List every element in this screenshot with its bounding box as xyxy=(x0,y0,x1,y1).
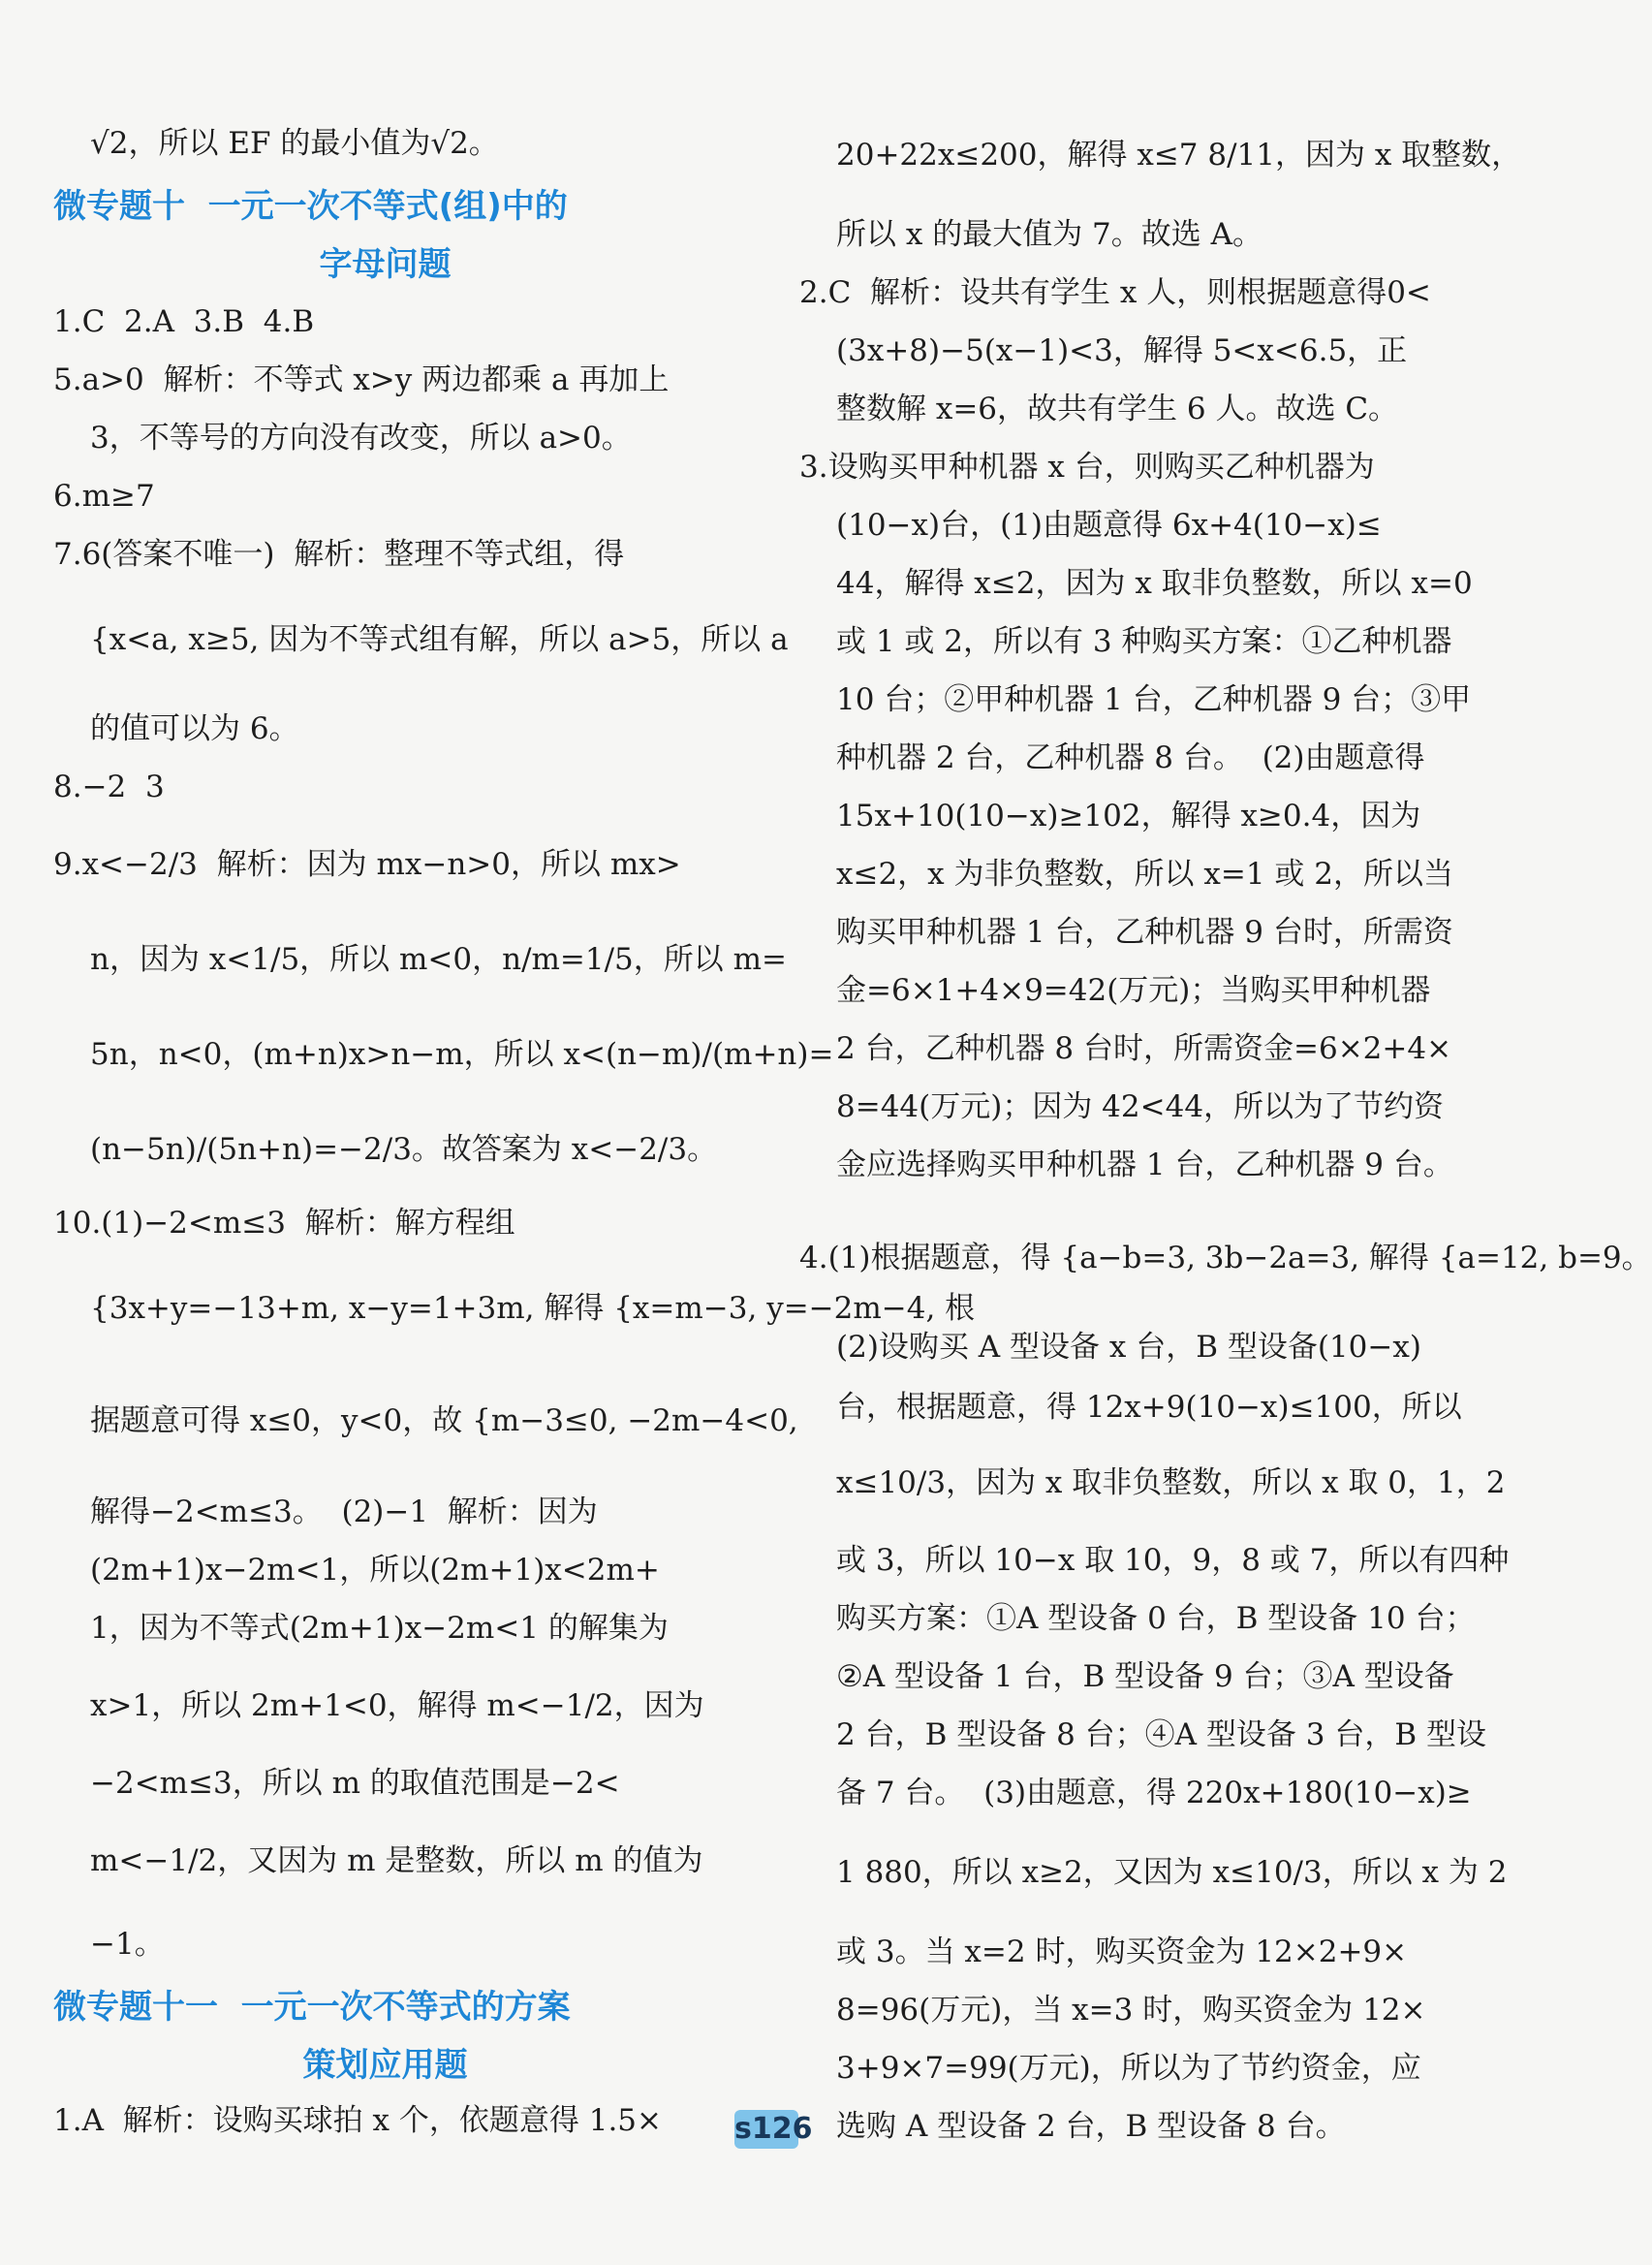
text-line: n，因为 x<1/5，所以 m<0，n/m=1/5，所以 m= xyxy=(90,942,788,977)
text-line: {x<a, x≥5, 因为不等式组有解，所以 a>5，所以 a xyxy=(90,622,789,657)
text-line: 金应选择购买甲种机器 1 台，乙种机器 9 台。 xyxy=(836,1148,1453,1182)
text-line: −1。 xyxy=(90,1927,165,1962)
text-line: 8.−2 3 xyxy=(53,770,165,804)
text-line: x>1，所以 2m+1<0，解得 m<−1/2，因为 xyxy=(90,1688,704,1723)
text-line: ②A 型设备 1 台，B 型设备 9 台；③A 型设备 xyxy=(836,1659,1454,1694)
text-line: 5.a>0 解析：不等式 x>y 两边都乘 a 再加上 xyxy=(53,362,670,397)
section-heading: 微专题十 一元一次不等式(组)中的 xyxy=(53,187,568,226)
text-line: 5n，n<0，(m+n)x>n−m，所以 x<(n−m)/(m+n)= xyxy=(90,1037,834,1072)
text-line: 44，解得 x≤2，因为 x 取非负整数，所以 x=0 xyxy=(836,566,1473,601)
text-line: 选购 A 型设备 2 台，B 型设备 8 台。 xyxy=(836,2109,1346,2144)
page-number: s126 xyxy=(734,2110,798,2149)
text-line: 2 台，B 型设备 8 台；④A 型设备 3 台，B 型设 xyxy=(836,1717,1486,1752)
text-line: 20+22x≤200，解得 x≤7 8/11，因为 x 取整数， xyxy=(836,138,1522,173)
text-line: 或 3，所以 10−x 取 10，9，8 或 7，所以有四种 xyxy=(836,1543,1510,1578)
text-line: (2m+1)x−2m<1，所以(2m+1)x<2m+ xyxy=(90,1553,660,1588)
text-line: 整数解 x=6，故共有学生 6 人。故选 C。 xyxy=(836,392,1399,426)
text-line: −2<m≤3，所以 m 的取值范围是−2< xyxy=(90,1766,620,1801)
text-line: 的值可以为 6。 xyxy=(90,711,299,746)
text-line: 1 880，所以 x≥2，又因为 x≤10/3，所以 x 为 2 xyxy=(836,1855,1508,1890)
text-line: x≤2，x 为非负整数，所以 x=1 或 2，所以当 xyxy=(836,857,1453,892)
text-line: 3，不等号的方向没有改变，所以 a>0。 xyxy=(90,421,632,456)
text-line: 1.A 解析：设购买球拍 x 个，依题意得 1.5× xyxy=(53,2103,662,2138)
text-line: 1.C 2.A 3.B 4.B xyxy=(53,304,315,339)
text-line: 7.6(答案不唯一) 解析：整理不等式组，得 xyxy=(53,537,625,572)
text-line: (10−x)台，(1)由题意得 6x+4(10−x)≤ xyxy=(836,508,1382,543)
text-line: x≤10/3，因为 x 取非负整数，所以 x 取 0，1，2 xyxy=(836,1465,1506,1500)
text-line: 2.C 解析：设共有学生 x 人，则根据题意得0< xyxy=(799,275,1431,310)
text-line: 购买甲种机器 1 台，乙种机器 9 台时，所需资 xyxy=(836,915,1453,950)
text-line: 金=6×1+4×9=42(万元)；当购买甲种机器 xyxy=(836,973,1431,1008)
text-line: 8=44(万元)；因为 42<44，所以为了节约资 xyxy=(836,1089,1445,1124)
text-line: 所以 x 的最大值为 7。故选 A。 xyxy=(836,217,1263,252)
section-heading: 策划应用题 xyxy=(302,2046,468,2085)
section-heading: 微专题十一 一元一次不等式的方案 xyxy=(53,1988,571,2027)
text-line: √2，所以 EF 的最小值为√2。 xyxy=(90,126,499,161)
text-line: 4.(1)根据题意，得 {a−b=3, 3b−2a=3, 解得 {a=12, b=9。 xyxy=(799,1241,1652,1275)
text-line: 15x+10(10−x)≥102，解得 x≥0.4，因为 xyxy=(836,799,1421,834)
text-line: 1，因为不等式(2m+1)x−2m<1 的解集为 xyxy=(90,1611,669,1646)
text-line: 6.m≥7 xyxy=(53,479,155,514)
text-line: 8=96(万元)，当 x=3 时，购买资金为 12× xyxy=(836,1993,1426,2028)
text-line: 台，根据题意，得 12x+9(10−x)≤100，所以 xyxy=(836,1390,1462,1425)
text-line: 2 台，乙种机器 8 台时，所需资金=6×2+4× xyxy=(836,1031,1452,1066)
text-line: m<−1/2，又因为 m 是整数，所以 m 的值为 xyxy=(90,1843,703,1878)
text-line: 3+9×7=99(万元)，所以为了节约资金，应 xyxy=(836,2051,1421,2086)
text-line: 10.(1)−2<m≤3 解析：解方程组 xyxy=(53,1206,515,1241)
text-line: 或 1 或 2，所以有 3 种购买方案：①乙种机器 xyxy=(836,624,1452,659)
text-line: 3.设购买甲种机器 x 台，则购买乙种机器为 xyxy=(799,450,1375,485)
text-line: 解得−2<m≤3。 (2)−1 解析：因为 xyxy=(90,1494,598,1529)
text-line: 备 7 台。 (3)由题意，得 220x+180(10−x)≥ xyxy=(836,1776,1472,1810)
text-line: 购买方案：①A 型设备 0 台，B 型设备 10 台； xyxy=(836,1601,1476,1636)
text-line: {3x+y=−13+m, x−y=1+3m, 解得 {x=m−3, y=−2m−4, 根 xyxy=(90,1291,976,1326)
text-line: 或 3。当 x=2 时，购买资金为 12×2+9× xyxy=(836,1935,1408,1969)
text-line: 种机器 2 台，乙种机器 8 台。 (2)由题意得 xyxy=(836,740,1425,775)
section-heading: 字母问题 xyxy=(319,245,452,284)
text-line: 10 台；②甲种机器 1 台，乙种机器 9 台；③甲 xyxy=(836,682,1472,717)
text-line: 据题意可得 x≤0，y<0，故 {m−3≤0, −2m−4<0, xyxy=(90,1403,798,1438)
text-line: 9.x<−2/3 解析：因为 mx−n>0，所以 mx> xyxy=(53,847,681,882)
text-line: (3x+8)−5(x−1)<3，解得 5<x<6.5，正 xyxy=(836,333,1408,368)
text-line: (n−5n)/(5n+n)=−2/3。故答案为 x<−2/3。 xyxy=(90,1132,718,1167)
text-line: (2)设购买 A 型设备 x 台，B 型设备(10−x) xyxy=(836,1330,1421,1365)
